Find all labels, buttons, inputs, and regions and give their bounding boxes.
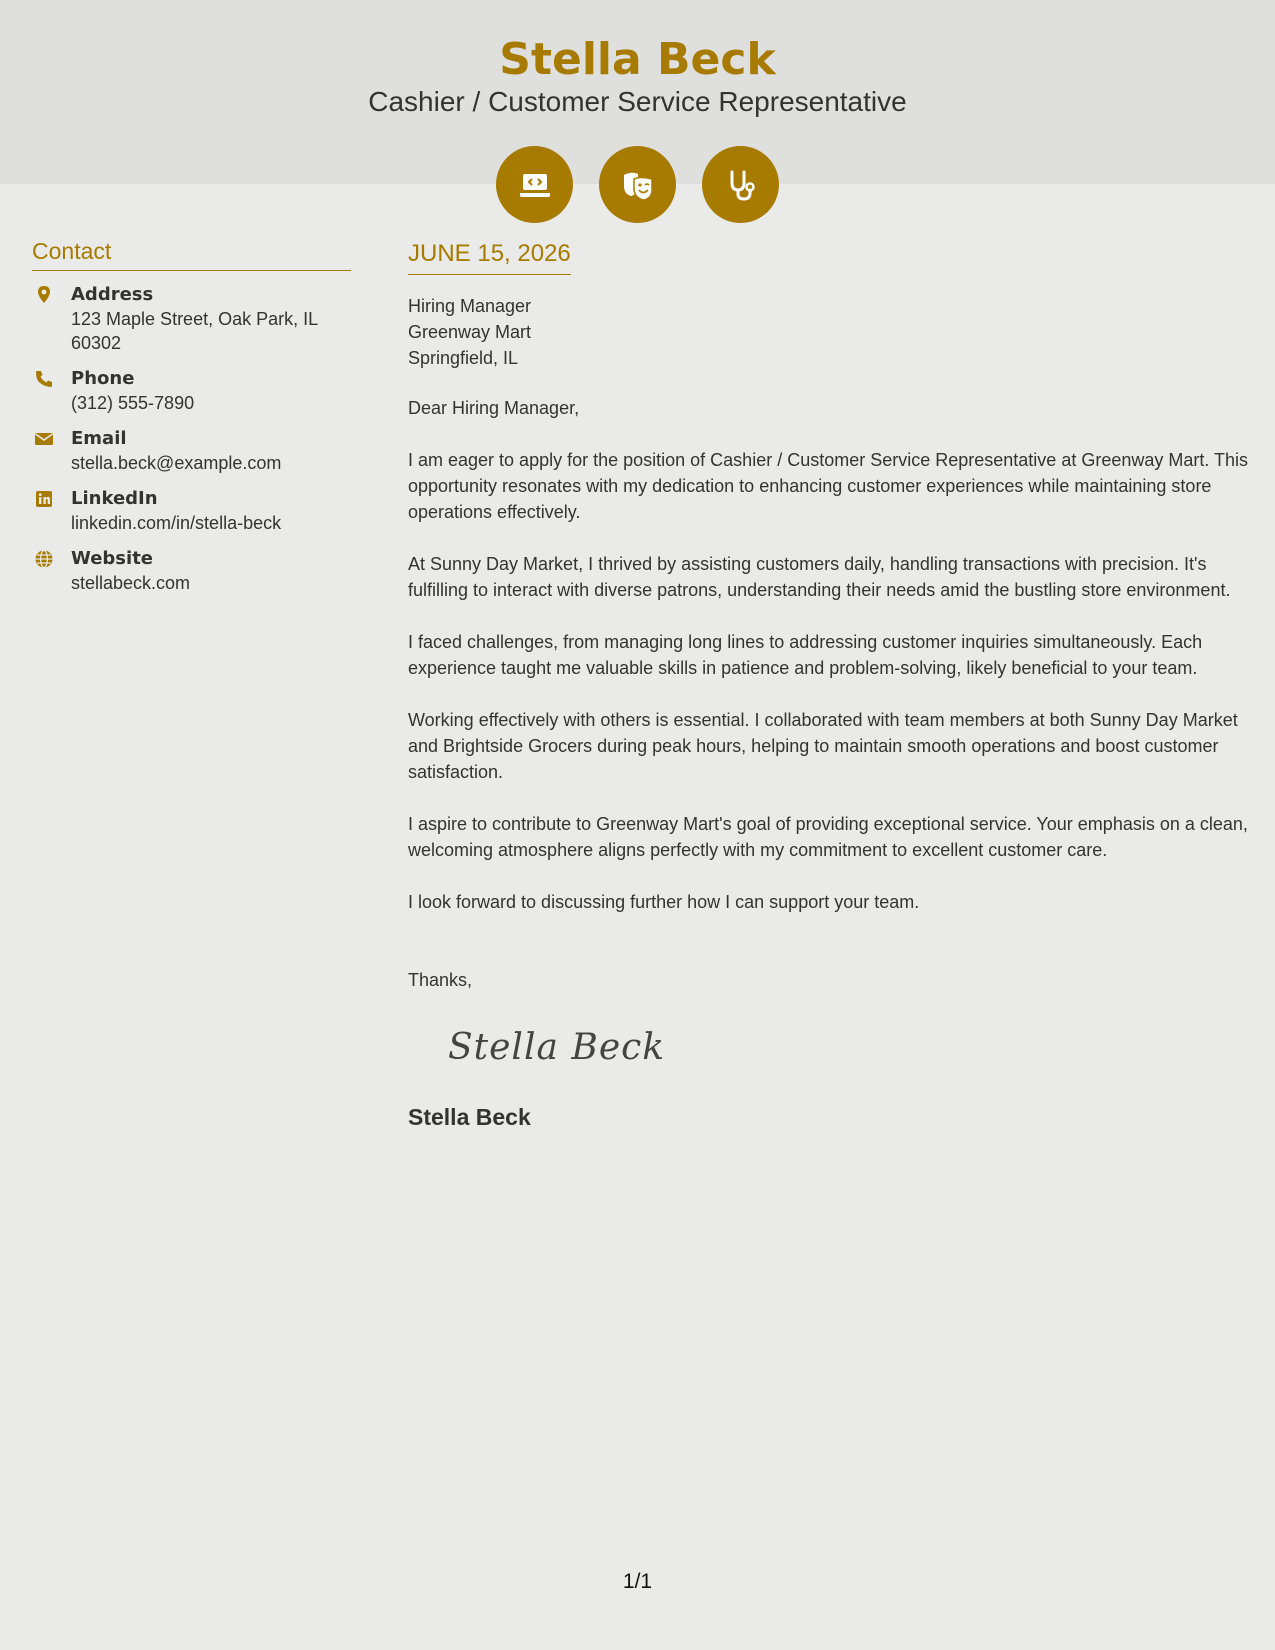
page-number: 1/1: [622, 1570, 653, 1593]
contact-label: Address: [71, 284, 154, 305]
contact-value: 123 Maple Street, Oak Park, IL 60302: [71, 309, 318, 353]
theater-masks-icon: [599, 146, 676, 223]
letter-paragraph: I aspire to contribute to Greenway Mart's goal of providing exceptional service. Your emphasis on a clean, welcoming atmosphere aligns perfectly with my commitment to excellent customer care.: [408, 814, 1248, 860]
linkedin-icon: [34, 489, 54, 509]
envelope-icon: [34, 429, 54, 449]
letter-paragraph: At Sunny Day Market, I thrived by assisting customers daily, handling transactions with precision. It's fulfilling to interact with diverse patrons, understanding their needs amid the bustling store environment.: [408, 554, 1231, 600]
recipient-line: Springfield, IL: [408, 348, 519, 368]
laptop-code-icon: [496, 146, 573, 223]
header-icon-row: [496, 146, 780, 223]
stethoscope-icon: [702, 146, 779, 223]
contact-value: linkedin.com/in/stella-beck: [71, 513, 282, 533]
contact-label: Email: [71, 428, 127, 449]
contact-address: [32, 283, 351, 355]
contact-website: [32, 547, 351, 595]
contact-label: Phone: [71, 368, 135, 389]
letter-date: JUNE 15, 2026: [408, 240, 571, 275]
letter-paragraph: I am eager to apply for the position of Cashier / Customer Service Representative at Greenway Mart. This opportunity resonates with my dedication to enhancing customer experiences while maintaining store operations effectively.: [408, 450, 1249, 522]
recipient-line: Hiring Manager: [408, 296, 532, 316]
contact-label: LinkedIn: [71, 488, 158, 509]
signer-name: Stella Beck: [408, 1104, 531, 1130]
contact-heading: Contact: [32, 238, 351, 271]
contact-value: stella.beck@example.com: [71, 453, 282, 473]
contact-email: [32, 427, 351, 475]
contact-phone: [32, 367, 351, 415]
letter-paragraph: I faced challenges, from managing long lines to addressing customer inquiries simultaneously. Each experience taught me valuable skills in patience and problem-solving, likely beneficial to your team.: [408, 632, 1203, 678]
letter-paragraph: I look forward to discussing further how I can support your team.: [408, 892, 920, 912]
contact-label: Website: [71, 548, 154, 569]
contact-linkedin: [32, 487, 351, 535]
closing-line: Thanks,: [408, 970, 473, 990]
letter-body: [408, 240, 1253, 1131]
handwritten-signature: Stella Beck: [448, 1027, 666, 1068]
contact-value: stellabeck.com: [71, 573, 191, 593]
phone-icon: [34, 369, 54, 389]
applicant-role: Cashier / Customer Service Representative: [368, 86, 907, 117]
recipient-line: Greenway Mart: [408, 322, 532, 342]
salutation: Dear Hiring Manager,: [408, 398, 580, 418]
contact-sidebar: [32, 238, 351, 595]
letter-paragraph: Working effectively with others is essential. I collaborated with team members at both Sunny Day Market and Brightside Grocers during peak hours, helping to maintain smooth operations and boost customer satisfaction.: [408, 710, 1238, 782]
map-pin-icon: [34, 285, 54, 305]
recipient-block: [408, 293, 1253, 371]
applicant-name: Stella Beck: [499, 34, 776, 85]
globe-icon: [34, 549, 54, 569]
contact-value: (312) 555-7890: [71, 393, 195, 413]
